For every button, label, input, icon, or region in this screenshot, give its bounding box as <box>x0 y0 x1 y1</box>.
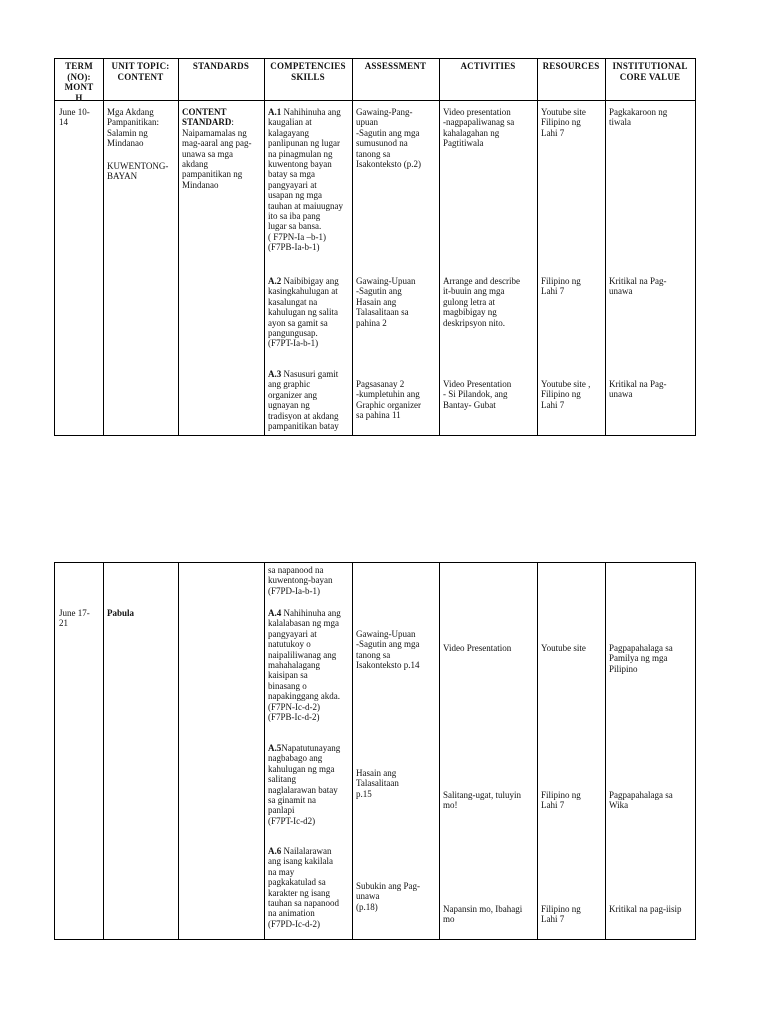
assessment-a3: Pagsasanay 2 -kumpletuhin ang Graphic organizer sa pahina 11 <box>356 379 422 421</box>
assessment-a2: Gawaing-Upuan -Sagutin ang Hasain ang Talasalitaan sa pahina 2 <box>356 276 416 328</box>
column-divider <box>352 563 353 939</box>
core-value-a3: Kritikal na Pag- unawa <box>609 379 667 400</box>
header-divider <box>55 100 695 101</box>
core-value-a5: Pagpapahalaga sa Wika <box>609 790 673 811</box>
activities-a5: Salitang-ugat, tuluyin mo! <box>443 790 521 811</box>
activities-a6: Napansin mo, Ibahagi mo <box>443 904 523 925</box>
activities-a3: Video Presentation - Si Pilandok, ang Bantay- Gubat <box>443 379 512 410</box>
competency-a6: A.6 Nailalarawan ang isang kakilala na may pagkakatulad sa karakter ng isang tauhan sa napanood na animation (F7PD-Ic-d-2) <box>268 846 339 929</box>
header-term: TERM (NO): MONT H <box>64 61 94 103</box>
resources-a3: Youtube site , Filipino ng Lahi 7 <box>541 379 591 410</box>
competency-a4: A.4 Nahihinuha ang kalalabasan ng mga pangyayari at natutukoy o naipaliliwanag ang mahahalagang kaisipan sa binasang o napakinggang akda. (F7PN-Ic-d-2) (F7PB-Ic-d-2) <box>268 608 341 723</box>
column-divider <box>537 563 538 939</box>
unit-topic-2: Pabula <box>107 608 135 618</box>
header-competencies: COMPETENCIES SKILLS <box>270 61 346 82</box>
header-resources: RESOURCES <box>542 61 600 71</box>
column-divider <box>605 563 606 939</box>
competency-a1: A.1 Nahihinuha ang kaugalian at kalagayang panlipunan ng lugar na pinagmulan ng kuwentong bayan batay sa mga pangyayari at usapan ng mga tauhan at maiuugnay ito sa iba pang lugar sa bansa. ( F7PN-Ia –b-1) (F7PB-Ia-b-1) <box>268 107 343 253</box>
activities-a1: Video presentation -nagpapaliwanag sa kahalagahan ng Pagtitiwala <box>443 107 515 149</box>
assessment-a5: Hasain ang Talasalitaan p.15 <box>356 768 399 799</box>
competency-continued: sa napanood na kuwentong-bayan (F7PD-Ia-b-1) <box>268 565 333 596</box>
core-value-a6: Kritikal na pag-iisip <box>609 904 682 914</box>
curriculum-table-1 <box>54 58 696 436</box>
column-divider <box>264 59 265 435</box>
header-assessment: ASSESSMENT <box>364 61 427 71</box>
resources-a2: Filipino ng Lahi 7 <box>541 276 581 297</box>
column-divider <box>103 59 104 435</box>
unit-topic-sub: KUWENTONG- BAYAN <box>107 161 169 182</box>
unit-topic: Mga Akdang Pampanitikan: Salamin ng Mindanao <box>107 107 159 149</box>
content-standard <box>182 107 264 190</box>
content-standard-text: : Naipamamalas ng mag-aaral ang pag- unawa sa mga akdang pampanitikan ng Mindanao <box>182 117 252 190</box>
header-standards: STANDARDS <box>192 61 250 71</box>
assessment-a1: Gawaing-Pang- upuan -Sagutin ang mga sumusunod na tanong sa Isakonteksto (p.2) <box>356 107 421 170</box>
competency-a2: A.2 Naibibigay ang kasingkahulugan at kasalungat na kahulugan ng salita ayon sa gamit sa pangungusap. (F7PT-Ia-b-1) <box>268 276 339 349</box>
term-cell-2: June 17- 21 <box>59 608 90 629</box>
competency-a3: A.3 Nasusuri gamit ang graphic organizer ang ugnayan ng tradisyon at akdang pampanitikan batay <box>268 369 339 432</box>
content-standard-label: CONTENT STANDARD <box>182 107 232 128</box>
column-divider <box>439 563 440 939</box>
resources-a4: Youtube site <box>541 643 586 653</box>
curriculum-table-2 <box>54 562 696 940</box>
resources-a6: Filipino ng Lahi 7 <box>541 904 581 925</box>
column-divider <box>352 59 353 435</box>
resources-a1: Youtube site Filipino ng Lahi 7 <box>541 107 586 138</box>
column-divider <box>537 59 538 435</box>
activities-a2: Arrange and describe it-buuin ang mga gulong letra at magbibigay ng deskripsyon nito. <box>443 276 520 328</box>
column-divider <box>605 59 606 435</box>
core-value-a4: Pagpapahalaga sa Pamilya ng mga Pilipino <box>609 643 673 674</box>
activities-a4: Video Presentation <box>443 643 512 653</box>
column-divider <box>264 563 265 939</box>
assessment-a4: Gawaing-Upuan -Sagutin ang mga tanong sa Isakonteksto p.14 <box>356 629 420 671</box>
header-activities: ACTIVITIES <box>460 61 516 71</box>
core-value-a1: Pagkakaroon ng tiwala <box>609 107 668 128</box>
term-cell: June 10- 14 <box>59 107 90 128</box>
assessment-a6: Subukin ang Pag- unawa (p.18) <box>356 881 420 912</box>
competency-a5: A.5Napatutunayang nagbabago ang kahulugan ng mga salitang naglalarawan batay sa ginamit na panlapi (F7PT-Ic-d2) <box>268 743 341 826</box>
core-value-a2: Kritikal na Pag- unawa <box>609 276 667 297</box>
column-divider <box>178 59 179 435</box>
column-divider <box>103 563 104 939</box>
column-divider <box>178 563 179 939</box>
header-core-value: INSTITUTIONAL CORE VALUE <box>612 61 688 82</box>
header-unit-topic: UNIT TOPIC: CONTENT <box>111 61 170 82</box>
resources-a5: Filipino ng Lahi 7 <box>541 790 581 811</box>
column-divider <box>439 59 440 435</box>
